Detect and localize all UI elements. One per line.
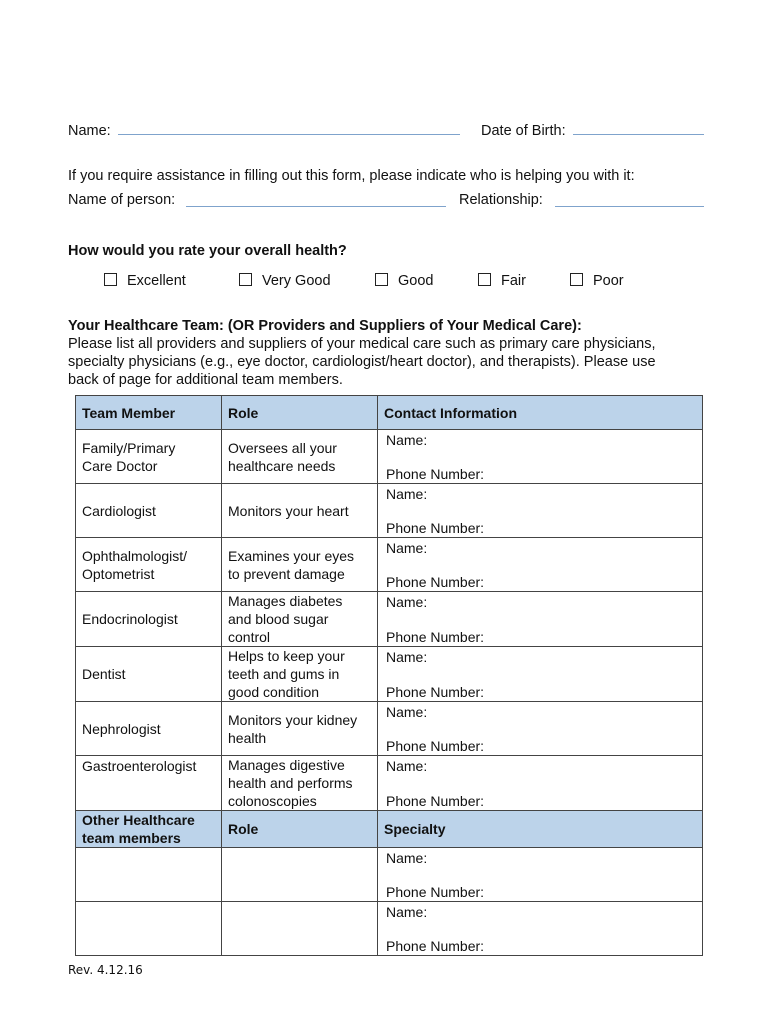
header-other-members: Other Healthcare team members xyxy=(76,811,222,848)
header-team-member: Team Member xyxy=(76,396,222,430)
member-cell: Cardiologist xyxy=(76,484,222,538)
team-section-line-1: Please list all providers and suppliers of your medical care such as primary care physicians, xyxy=(68,336,656,352)
role-cell: Oversees all your healthcare needs xyxy=(222,430,378,484)
dob-label: Date of Birth: xyxy=(481,123,566,139)
table-row xyxy=(76,484,703,538)
table-row xyxy=(76,592,703,647)
team-section-title: Your Healthcare Team: (OR Providers and Suppliers of Your Medical Care): xyxy=(68,318,582,334)
header-contact: Contact Information xyxy=(378,396,703,430)
role-cell: Helps to keep your teeth and gums in good condition xyxy=(222,647,378,702)
team-section-intro xyxy=(68,317,698,389)
table-row xyxy=(76,902,703,956)
header-specialty: Specialty xyxy=(378,811,703,848)
checkbox-icon[interactable] xyxy=(239,273,252,286)
contact-cell[interactable]: Name: Phone Number: xyxy=(378,430,703,484)
role-cell-blank[interactable] xyxy=(222,848,378,902)
assistance-prompt: If you require assistance in filling out this form, please indicate who is helping you with it: xyxy=(68,168,635,184)
contact-cell[interactable]: Name: Phone Number: xyxy=(378,848,703,902)
table-row xyxy=(76,647,703,702)
role-cell: Manages digestive health and performs colonoscopies xyxy=(222,756,378,811)
relationship-field[interactable] xyxy=(555,206,704,207)
role-cell-blank[interactable] xyxy=(222,902,378,956)
option-excellent[interactable]: Excellent xyxy=(104,273,186,289)
table-row xyxy=(76,702,703,756)
health-question: How would you rate your overall health? xyxy=(68,243,347,259)
revision-label: Rev. 4.12.16 xyxy=(68,963,143,977)
table-row xyxy=(76,538,703,592)
member-cell-blank[interactable] xyxy=(76,848,222,902)
option-good[interactable]: Good xyxy=(375,273,433,289)
person-field[interactable] xyxy=(186,206,446,207)
team-table xyxy=(75,395,703,956)
contact-cell[interactable]: Name: Phone Number: xyxy=(378,592,703,647)
member-cell: Dentist xyxy=(76,647,222,702)
header-other-role: Role xyxy=(222,811,378,848)
name-field[interactable] xyxy=(118,134,460,135)
contact-cell[interactable]: Name: Phone Number: xyxy=(378,902,703,956)
checkbox-icon[interactable] xyxy=(570,273,583,286)
header-role: Role xyxy=(222,396,378,430)
option-fair[interactable]: Fair xyxy=(478,273,526,289)
member-cell: Nephrologist xyxy=(76,702,222,756)
role-cell: Examines your eyes to prevent damage xyxy=(222,538,378,592)
contact-cell[interactable]: Name: Phone Number: xyxy=(378,484,703,538)
contact-cell[interactable]: Name: Phone Number: xyxy=(378,702,703,756)
table-row xyxy=(76,756,703,811)
member-cell-blank[interactable] xyxy=(76,902,222,956)
name-label: Name: xyxy=(68,123,111,139)
table-row xyxy=(76,848,703,902)
role-cell: Monitors your kidney health xyxy=(222,702,378,756)
option-very-good[interactable]: Very Good xyxy=(239,273,331,289)
other-members-header-row xyxy=(76,811,703,848)
team-section-line-3: back of page for additional team members. xyxy=(68,372,343,388)
role-cell: Monitors your heart xyxy=(222,484,378,538)
relationship-label: Relationship: xyxy=(459,192,543,208)
person-label: Name of person: xyxy=(68,192,176,208)
role-cell: Manages diabetes and blood sugar control xyxy=(222,592,378,647)
table-header-row xyxy=(76,396,703,430)
member-cell: Family/Primary Care Doctor xyxy=(76,430,222,484)
checkbox-icon[interactable] xyxy=(104,273,117,286)
contact-cell[interactable]: Name: Phone Number: xyxy=(378,538,703,592)
table-row xyxy=(76,430,703,484)
contact-cell[interactable]: Name: Phone Number: xyxy=(378,756,703,811)
dob-field[interactable] xyxy=(573,134,704,135)
member-cell: Ophthalmologist/ Optometrist xyxy=(76,538,222,592)
team-section-line-2: specialty physicians (e.g., eye doctor, cardiologist/heart doctor), and therapists). Please use xyxy=(68,354,656,370)
member-cell: Endocrinologist xyxy=(76,592,222,647)
contact-cell[interactable]: Name: Phone Number: xyxy=(378,647,703,702)
health-rating-options xyxy=(0,273,770,293)
checkbox-icon[interactable] xyxy=(478,273,491,286)
checkbox-icon[interactable] xyxy=(375,273,388,286)
option-poor[interactable]: Poor xyxy=(570,273,624,289)
member-cell: Gastroenterologist xyxy=(76,756,222,811)
